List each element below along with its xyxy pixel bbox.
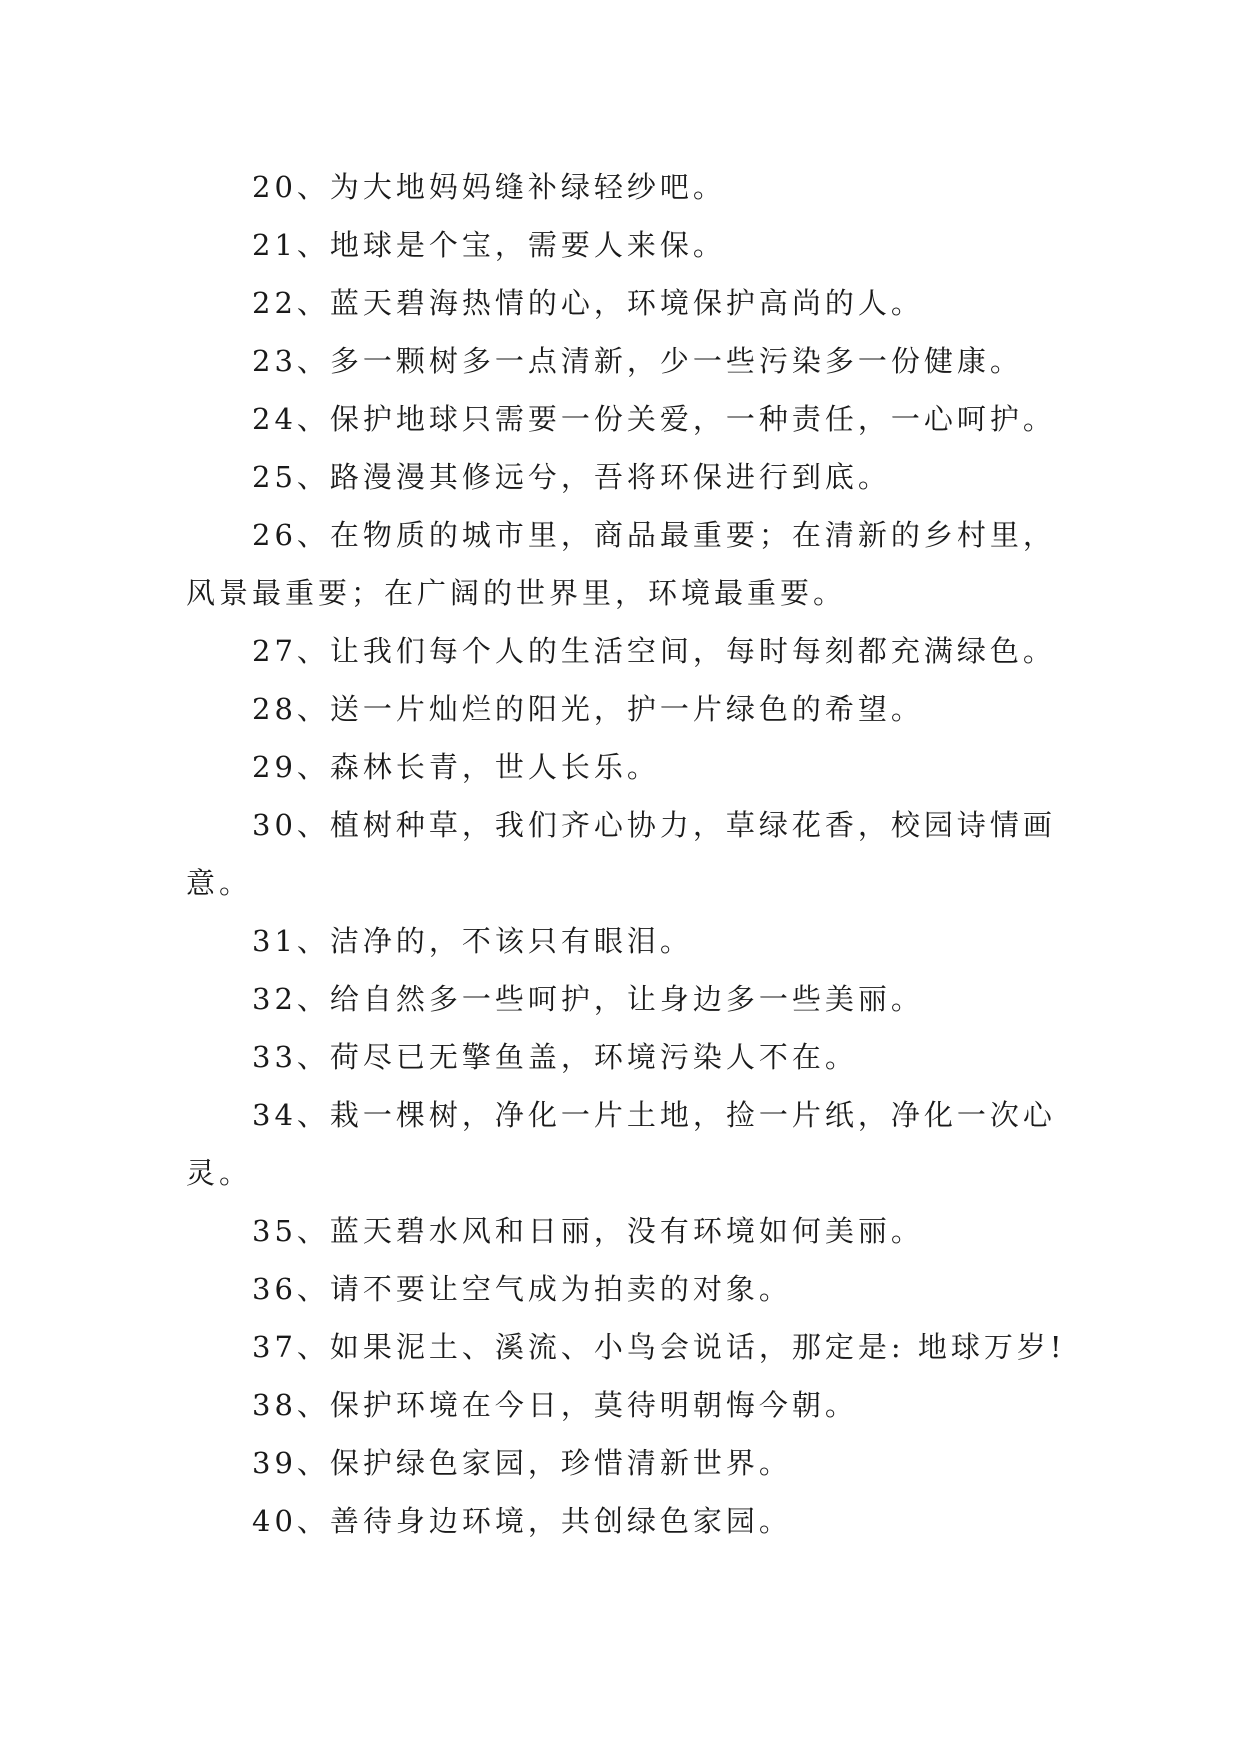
list-item: 34、栽一棵树，净化一片土地，捡一片纸，净化一次心灵。 (186, 1098, 1056, 1190)
list-item: 27、让我们每个人的生活空间，每时每刻都充满绿色。 (252, 634, 1056, 668)
list-item: 23、多一颗树多一点清新，少一些污染多一份健康。 (252, 344, 1023, 378)
list-item: 24、保护地球只需要一份关爱，一种责任，一心呵护。 (252, 402, 1056, 436)
list-item: 40、善待身边环境，共创绿色家园。 (252, 1504, 792, 1538)
slogan-list (186, 158, 1066, 1550)
list-item: 35、蓝天碧水风和日丽，没有环境如何美丽。 (252, 1214, 924, 1248)
list-item: 26、在物质的城市里，商品最重要；在清新的乡村里，风景最重要；在广阔的世界里，环境最重要。 (186, 518, 1056, 610)
list-item: 36、请不要让空气成为拍卖的对象。 (252, 1272, 792, 1306)
list-item: 29、森林长青，世人长乐。 (252, 750, 660, 784)
list-item: 39、保护绿色家园，珍惜清新世界。 (252, 1446, 792, 1480)
list-item: 28、送一片灿烂的阳光，护一片绿色的希望。 (252, 692, 924, 726)
list-item: 30、植树种草，我们齐心协力，草绿花香，校园诗情画意。 (186, 808, 1056, 900)
list-item: 37、如果泥土、溪流、小鸟会说话，那定是: 地球万岁! (252, 1330, 1066, 1364)
list-item: 38、保护环境在今日，莫待明朝悔今朝。 (252, 1388, 858, 1422)
list-item: 22、蓝天碧海热情的心，环境保护高尚的人。 (252, 286, 924, 320)
list-item: 32、给自然多一些呵护，让身边多一些美丽。 (252, 982, 924, 1016)
list-item: 21、地球是个宝，需要人来保。 (252, 228, 726, 262)
list-item: 33、荷尽已无擎鱼盖，环境污染人不在。 (252, 1040, 858, 1074)
list-item: 31、洁净的，不该只有眼泪。 (252, 924, 693, 958)
list-item: 25、路漫漫其修远兮，吾将环保进行到底。 (252, 460, 891, 494)
list-item: 20、为大地妈妈缝补绿轻纱吧。 (252, 170, 726, 204)
